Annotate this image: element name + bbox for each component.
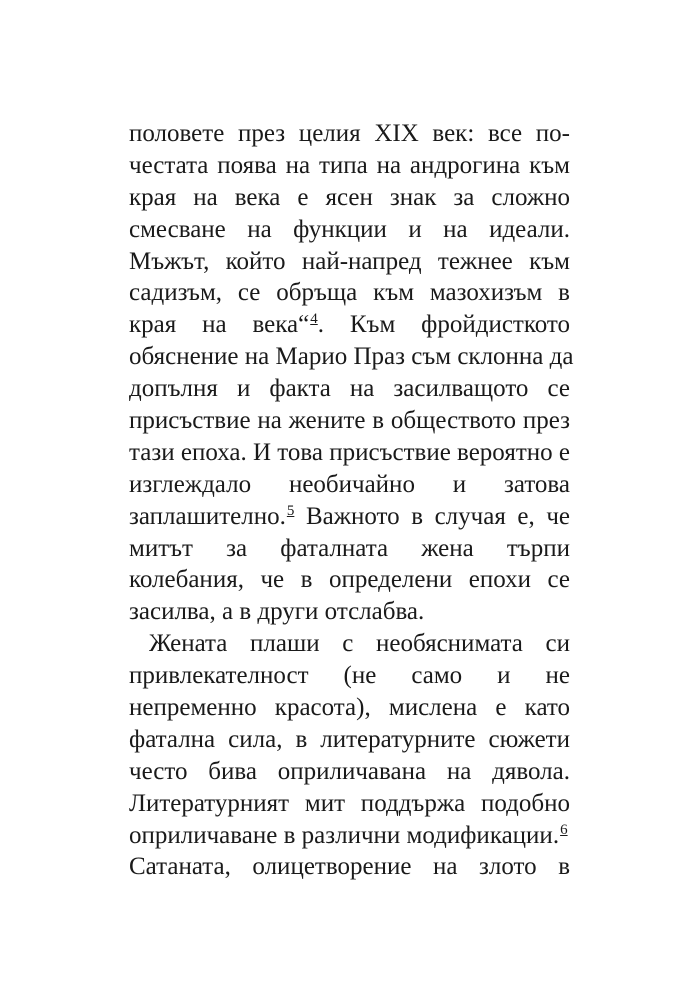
text-line: допълня и факта на засилващото се	[129, 375, 570, 403]
line-text: Важното в случая е, че	[294, 502, 570, 530]
text-line: честата поява на типа на андрогина към	[129, 151, 570, 179]
paragraph-2	[129, 628, 570, 883]
text-line: Мъжът, който най-напред тежнее към	[129, 247, 570, 275]
body-text	[129, 118, 574, 883]
text-line: Жената плаши с необяснимата си	[149, 630, 570, 658]
text-line: непременно красота), мислена е като	[129, 694, 570, 722]
text-line	[129, 309, 570, 341]
footnote-ref-6[interactable]: 6	[560, 821, 568, 838]
text-line: Литературният мит поддържа подобно	[129, 789, 570, 817]
text-line: тази епоха. И това присъствие вероятно е	[129, 438, 570, 466]
text-line	[129, 820, 570, 852]
line-text: заплашително.	[129, 502, 286, 530]
line-text: оприличаване в различни модификации.	[129, 821, 560, 849]
footnote-ref-4[interactable]: 4	[310, 311, 318, 328]
footnote-ref-5[interactable]: 5	[286, 502, 295, 519]
line-text: края на века“	[129, 311, 310, 339]
text-line: присъствие на жените в обществото през	[129, 407, 570, 435]
text-line: обяснение на Марио Праз съм склонна да	[129, 343, 574, 371]
text-line: смесване на функции и на идеали.	[129, 215, 570, 243]
text-line: митът за фаталната жена търпи	[129, 534, 570, 562]
text-line	[129, 501, 570, 533]
text-line: изглеждало необичайно и затова	[129, 470, 570, 498]
text-line: фатална сила, в литературните сюжети	[129, 725, 570, 753]
text-line: колебания, че в определени епохи се	[129, 566, 570, 594]
line-text: . Към фройдисткото	[317, 311, 571, 339]
text-line: често бива оприличавана на дявола.	[129, 757, 570, 785]
text-line: садизъм, се обръща към мазохизъм в	[129, 279, 570, 307]
text-line: Сатаната, олицетворение на злото в	[129, 853, 570, 881]
text-line: половете през целия XIX век: все по-	[129, 120, 570, 147]
paragraph-1	[129, 118, 574, 628]
text-line: края на века е ясен знак за сложно	[129, 183, 570, 211]
text-line: привлекателност (не само и не	[129, 662, 570, 690]
text-line: засилва, а в други отслабва.	[129, 598, 425, 626]
